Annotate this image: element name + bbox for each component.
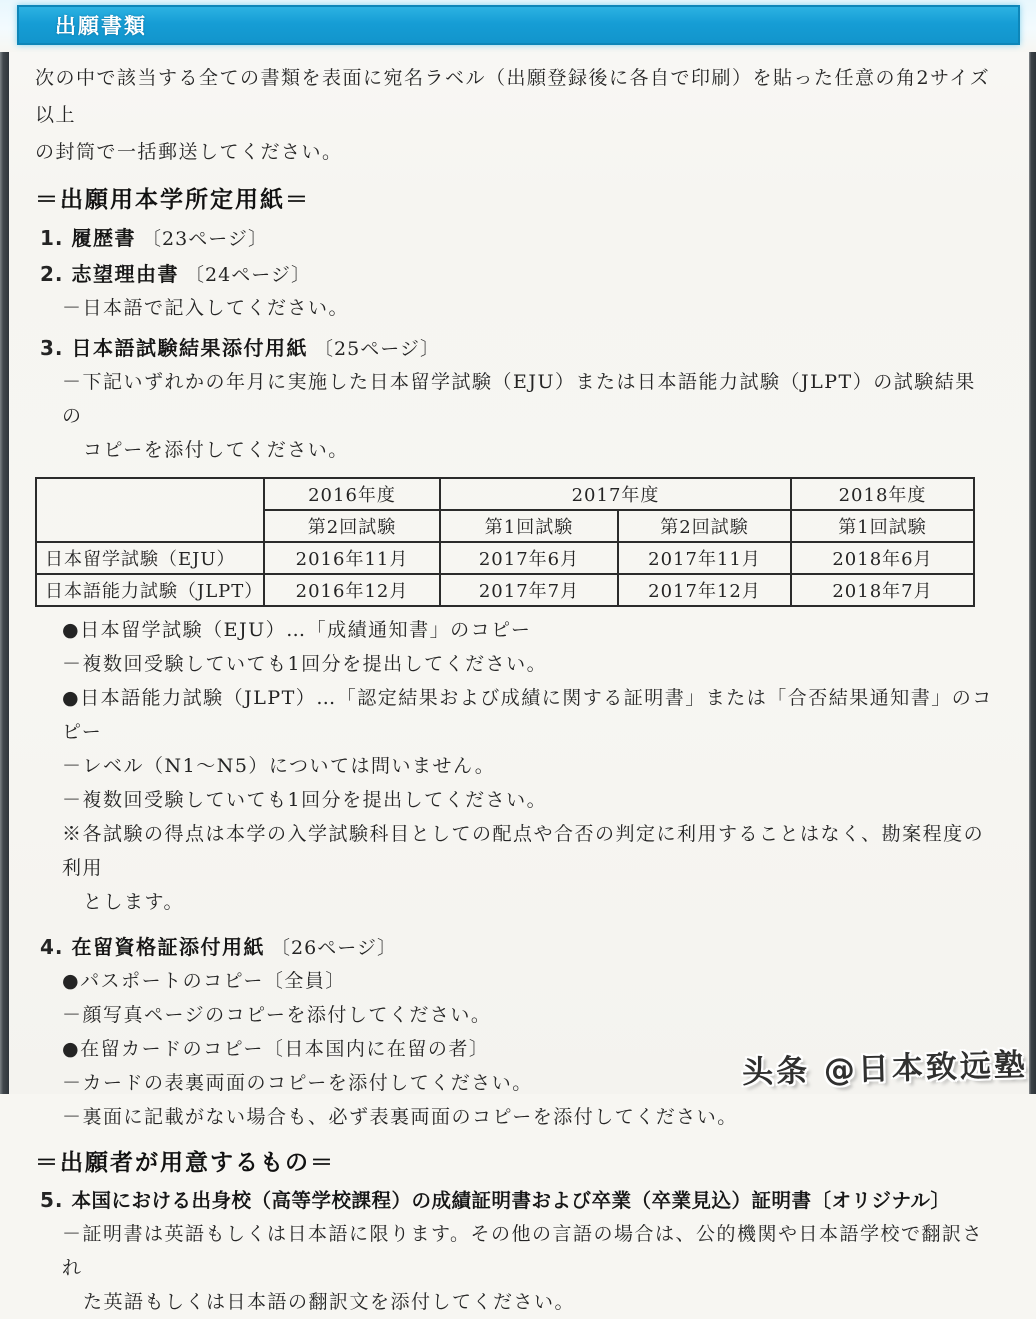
item-2-number: 2. <box>40 262 64 286</box>
item-5-number: 5. <box>40 1188 64 1212</box>
item-1-page-ref: 〔23ページ〕 <box>142 228 269 250</box>
intro-line-2: の封筒で一括郵送してください。 <box>35 141 343 163</box>
item-2-note: －日本語で記入してください。 <box>62 297 350 319</box>
item-4-title: 在留資格証添付用紙 <box>71 935 266 959</box>
heading-applicant-prepared: ＝出願者が用意するもの＝ <box>35 1150 335 1176</box>
exam-note-jlpt-level: －レベル（N1～N5）については問いません。 <box>62 755 496 777</box>
list-item-5 <box>40 1185 995 1213</box>
exam-notes-block <box>35 613 995 919</box>
intro-paragraph <box>35 60 995 171</box>
exam-schedule-table <box>35 477 975 607</box>
round-header-3: 第2回試験 <box>618 510 791 542</box>
item-4-page-ref: 〔26ページ〕 <box>271 937 398 959</box>
watermark-text: 头条 @日本致远塾 <box>741 1047 1029 1091</box>
table-corner-cell <box>36 478 264 542</box>
applicant-section <box>35 1144 995 1319</box>
item-2-title: 志望理由書 <box>71 262 180 286</box>
exam-note-jlpt-sub: －複数回受験していても1回分を提出してください。 <box>62 789 548 811</box>
item-3-note-1: －下記いずれかの年月に実施した日本留学試験（EJU）または日本語能力試験（JLPT）の試験結果の <box>62 371 976 427</box>
table-row-jlpt <box>36 574 974 606</box>
item-3-number: 3. <box>40 336 64 360</box>
intro-line-1: 次の中で該当する全ての書類を表面に宛名ラベル（出願登録後に各自で印刷）を貼った任意の角2サイズ以上 <box>35 67 991 126</box>
exam-note-eju-sub: －複数回受験していても1回分を提出してください。 <box>62 653 548 675</box>
scan-edge-right <box>1029 52 1036 1094</box>
item-4-note-blank-back: －裏面に記載がない場合も、必ず表裏両面のコピーを添付してください。 <box>62 1106 738 1128</box>
table-row-years <box>36 478 974 510</box>
item-1-title: 履歴書 <box>71 226 137 250</box>
jlpt-date-1: 2016年12月 <box>264 574 440 606</box>
eju-row-label: 日本留学試験（EJU） <box>36 542 264 574</box>
table-row-eju <box>36 542 974 574</box>
eju-date-2: 2017年6月 <box>440 542 618 574</box>
list-item-1 <box>40 222 995 251</box>
item-4-note-photo-page: －顔写真ページのコピーを添付してください。 <box>62 1004 492 1026</box>
section-banner <box>17 5 1020 45</box>
eju-date-1: 2016年11月 <box>264 542 440 574</box>
exam-note-eju: ●日本留学試験（EJU）…「成績通知書」のコピー <box>62 619 532 641</box>
item-5-note-1: －証明書は英語もしくは日本語に限ります。その他の言語の場合は、公的機関や日本語学校で翻訳され <box>62 1223 983 1279</box>
exam-note-score-policy: ※各試験の得点は本学の入学試験科目としての配点や合否の判定に利用することはなく、勘案程度の利用 <box>62 823 985 879</box>
round-header-4: 第1回試験 <box>791 510 974 542</box>
item-4-note-passport: ●パスポートのコピー〔全員〕 <box>62 970 346 992</box>
exam-note-jlpt: ●日本語能力試験（JLPT）…「認定結果および成績に関する証明書」または「合否結果通知書」のコピー <box>62 687 993 743</box>
scan-edge-left <box>0 52 9 1094</box>
jlpt-row-label: 日本語能力試験（JLPT） <box>36 574 264 606</box>
item-3-note-2: コピーを添付してください。 <box>83 439 349 461</box>
item-3-title: 日本語試験結果添付用紙 <box>71 336 309 360</box>
heading-required-forms: ＝出願用本学所定用紙＝ <box>35 187 310 213</box>
year-header-2016: 2016年度 <box>264 478 440 510</box>
page-title: 出願書類 <box>55 14 147 38</box>
year-header-2017: 2017年度 <box>440 478 791 510</box>
round-header-2: 第1回試験 <box>440 510 618 542</box>
eju-date-3: 2017年11月 <box>618 542 791 574</box>
item-5-title: 本国における出身校（高等学校課程）の成績証明書および卒業（卒業見込）証明書〔オリジナル〕 <box>71 1189 951 1212</box>
item-2-page-ref: 〔24ページ〕 <box>185 264 312 286</box>
item-4-note-residence-card: ●在留カードのコピー〔日本国内に在留の者〕 <box>62 1038 490 1060</box>
item-3-page-ref: 〔25ページ〕 <box>314 338 441 360</box>
item-1-number: 1. <box>40 226 64 250</box>
item-4-note-both-sides: －カードの表裏両面のコピーを添付してください。 <box>62 1072 533 1094</box>
list-item-3 <box>40 332 995 361</box>
item-4-number: 4. <box>40 935 64 959</box>
document-body <box>35 60 995 1319</box>
list-item-4 <box>40 931 995 960</box>
jlpt-date-4: 2018年7月 <box>791 574 974 606</box>
exam-note-score-policy-cont: とします。 <box>83 891 184 913</box>
item-5-note-2: た英語もしくは日本語の翻訳文を添付してください。 <box>83 1291 576 1313</box>
year-header-2018: 2018年度 <box>791 478 974 510</box>
list-item-2 <box>40 258 995 287</box>
round-header-1: 第2回試験 <box>264 510 440 542</box>
eju-date-4: 2018年6月 <box>791 542 974 574</box>
list-item-4-block <box>35 931 995 1134</box>
jlpt-date-2: 2017年7月 <box>440 574 618 606</box>
jlpt-date-3: 2017年12月 <box>618 574 791 606</box>
